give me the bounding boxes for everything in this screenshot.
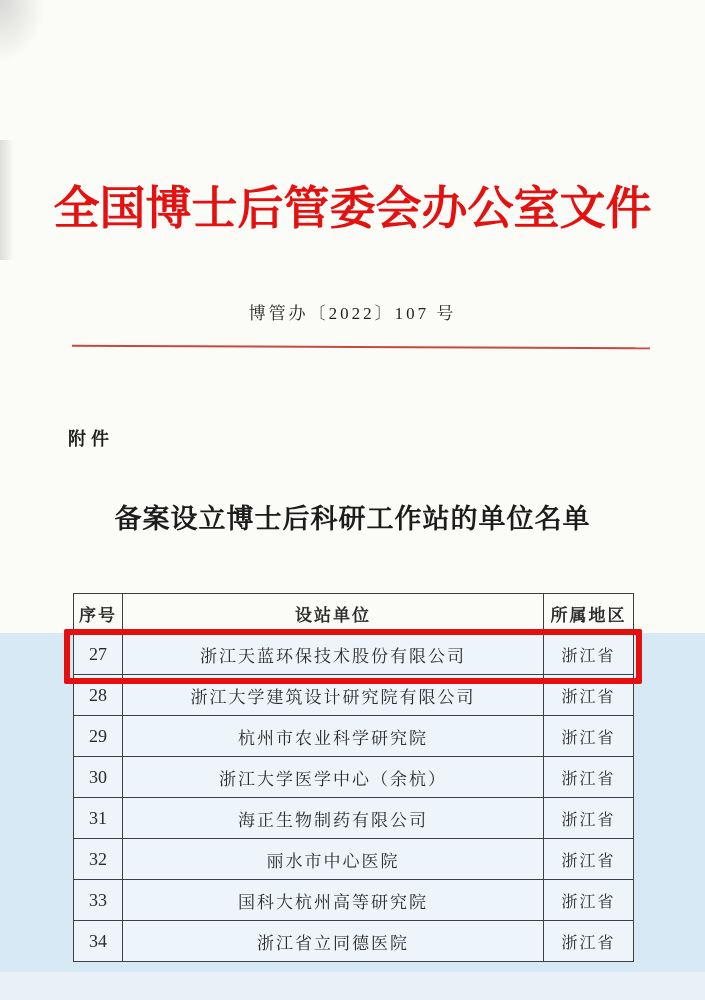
table-row [74, 798, 634, 839]
table-header [74, 594, 634, 634]
scan-artifact [0, 0, 46, 64]
row-unit: 丽水市中心医院 [123, 839, 544, 880]
row-no: 34 [74, 921, 123, 962]
list-title: 备案设立博士后科研工作站的单位名单 [114, 504, 591, 534]
row-no: 33 [74, 880, 123, 921]
row-no: 31 [74, 798, 123, 839]
row-unit: 海正生物制药有限公司 [123, 798, 544, 839]
attachment-label: 附件 [68, 429, 114, 449]
document-title: 全国博士后管委会办公室文件 [53, 183, 652, 234]
row-no: 28 [74, 675, 123, 716]
table-body [74, 634, 634, 962]
table-row [74, 757, 634, 798]
row-region: 浙江省 [544, 880, 634, 921]
row-unit: 浙江天蓝环保技术股份有限公司 [123, 634, 544, 675]
row-unit: 浙江大学医学中心（余杭） [123, 757, 544, 798]
row-unit: 浙江省立同德医院 [123, 921, 544, 962]
scan-blue-band-lower [0, 972, 705, 1000]
table-header-row [74, 594, 634, 634]
row-region: 浙江省 [544, 921, 634, 962]
units-table [73, 593, 634, 962]
row-no: 32 [74, 839, 123, 880]
row-region: 浙江省 [544, 675, 634, 716]
table-row [74, 839, 634, 880]
table-row [74, 716, 634, 757]
row-no: 29 [74, 716, 123, 757]
row-region: 浙江省 [544, 716, 634, 757]
row-region: 浙江省 [544, 634, 634, 675]
table-row-highlighted [74, 634, 634, 675]
row-unit: 浙江大学建筑设计研究院有限公司 [123, 675, 544, 716]
row-region: 浙江省 [544, 757, 634, 798]
table-row [74, 675, 634, 716]
col-header-region: 所属地区 [544, 594, 634, 634]
table-row [74, 880, 634, 921]
table-row [74, 921, 634, 962]
row-unit: 国科大杭州高等研究院 [123, 880, 544, 921]
col-header-unit: 设站单位 [123, 594, 544, 634]
row-unit: 杭州市农业科学研究院 [123, 716, 544, 757]
row-region: 浙江省 [544, 839, 634, 880]
document-number: 博管办〔2022〕107 号 [248, 304, 457, 323]
row-no: 27 [74, 634, 123, 675]
col-header-no: 序号 [74, 594, 123, 634]
row-no: 30 [74, 757, 123, 798]
row-region: 浙江省 [544, 798, 634, 839]
red-divider-line [72, 345, 650, 350]
